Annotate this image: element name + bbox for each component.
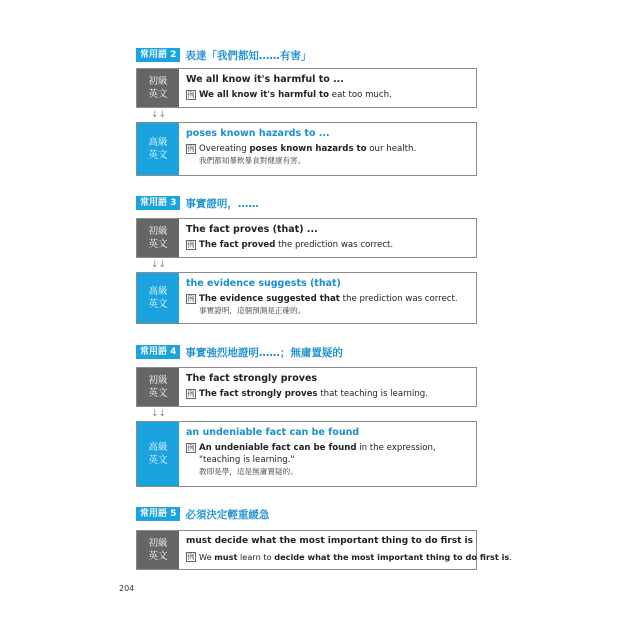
example-line <box>186 239 470 251</box>
example-line <box>186 551 512 563</box>
advanced-phrase: poses known hazards to ... <box>186 128 330 139</box>
example-line <box>186 293 470 305</box>
down-arrow-icon: ↓↓ <box>151 110 167 120</box>
example-bold-segment: The fact strongly proves <box>199 389 318 399</box>
basic-phrase: The fact strongly proves <box>186 373 318 384</box>
advanced-content <box>179 422 476 486</box>
basic-phrase: must decide what the most important thing to do first is <box>186 536 473 546</box>
example-bold-segment: We all know it's harmful to <box>199 90 330 100</box>
basic-english-box <box>136 218 477 258</box>
advanced-phrase: the evidence suggests (that) <box>186 278 341 289</box>
example-bold-segment: An undeniable fact can be found <box>199 443 357 453</box>
advanced-content <box>179 273 476 323</box>
section-header <box>136 48 477 62</box>
example-text <box>199 388 470 400</box>
advanced-english-box <box>136 122 477 176</box>
basic-level-label: 初級 英文 <box>137 219 179 257</box>
example-line <box>186 388 470 400</box>
example-line <box>186 442 470 466</box>
example-segment: We <box>199 552 215 562</box>
example-bold-segment: poses known hazards to <box>249 144 367 154</box>
example-segment: learn to <box>237 552 275 562</box>
example-segment: our health. <box>366 144 417 154</box>
basic-level-label: 初級 英文 <box>137 368 179 406</box>
basic-level-label: 初級 英文 <box>137 69 179 107</box>
basic-phrase: We all know it's harmful to ... <box>186 74 344 85</box>
example-text <box>199 143 470 155</box>
section-tag: 常用語 3 <box>136 196 180 210</box>
section-header <box>136 196 477 210</box>
example-mark-icon: 例 <box>187 390 195 398</box>
example-text <box>199 442 470 466</box>
basic-content <box>179 69 476 107</box>
example-text <box>199 293 470 305</box>
section-phrase-2 <box>136 48 477 176</box>
page-number: 204 <box>119 584 135 593</box>
advanced-content <box>179 123 476 175</box>
section-tag: 常用語 5 <box>136 507 180 521</box>
section-title: 事實證明，…… <box>185 197 259 210</box>
example-bold-segment: The fact proved <box>199 240 276 250</box>
example-bold-segment: decide what the most important thing to do first is <box>274 552 510 562</box>
section-tag: 常用語 2 <box>136 48 180 62</box>
down-arrow-icon: ↓↓ <box>151 409 167 419</box>
example-segment: Overeating <box>199 144 250 154</box>
example-mark-icon: 例 <box>187 91 195 99</box>
chinese-translation: 教即是學，這是無庸置疑的。 <box>199 467 298 476</box>
example-mark-icon: 例 <box>187 241 195 249</box>
section-title: 必須決定輕重緩急 <box>185 508 270 521</box>
example-text <box>199 89 470 101</box>
section-phrase-3 <box>136 196 477 324</box>
advanced-english-box <box>136 421 477 487</box>
example-bold-segment: The evidence suggested that <box>199 294 340 304</box>
section-phrase-4 <box>136 345 477 487</box>
down-arrow-icon: ↓↓ <box>151 260 167 270</box>
advanced-level-label: 高級 英文 <box>137 123 179 175</box>
chinese-translation: 事實證明，這個預測是正確的。 <box>199 306 306 315</box>
section-title: 表達「我們都知……有害」 <box>185 49 312 62</box>
example-bold-segment: must <box>214 552 238 562</box>
example-segment: eat too much. <box>329 90 392 100</box>
advanced-english-box <box>136 272 477 324</box>
advanced-phrase: an undeniable fact can be found <box>186 427 360 438</box>
advanced-level-label: 高級 英文 <box>137 273 179 323</box>
example-mark-icon: 例 <box>187 145 195 153</box>
basic-level-label: 初級 英文 <box>137 531 179 569</box>
example-text <box>199 551 512 563</box>
basic-english-box <box>136 68 477 108</box>
basic-english-box <box>136 530 512 570</box>
chinese-translation: 我們都知暴飲暴食對健康有害。 <box>199 156 306 165</box>
basic-phrase: The fact proves (that) ... <box>186 224 318 235</box>
section-header <box>136 345 477 359</box>
example-segment: . <box>509 552 512 562</box>
example-segment: the prediction was correct. <box>275 240 394 250</box>
advanced-level-label: 高級 英文 <box>137 422 179 486</box>
example-mark-icon: 例 <box>187 553 195 561</box>
section-tag: 常用語 4 <box>136 345 180 359</box>
basic-content <box>179 219 476 257</box>
basic-content <box>179 368 476 406</box>
basic-content <box>179 531 518 569</box>
example-text <box>199 239 470 251</box>
section-header <box>136 507 477 521</box>
example-segment: that teaching is learning. <box>317 389 428 399</box>
example-mark-icon: 例 <box>187 444 195 452</box>
example-segment: the prediction was correct. <box>339 294 458 304</box>
example-line <box>186 89 470 101</box>
basic-english-box <box>136 367 477 407</box>
example-mark-icon: 例 <box>187 295 195 303</box>
example-segment: in the expression, "teaching is learning." <box>199 443 436 465</box>
section-phrase-5 <box>136 507 512 570</box>
example-line <box>186 143 470 155</box>
section-title: 事實強烈地證明……；無庸置疑的 <box>185 346 343 359</box>
